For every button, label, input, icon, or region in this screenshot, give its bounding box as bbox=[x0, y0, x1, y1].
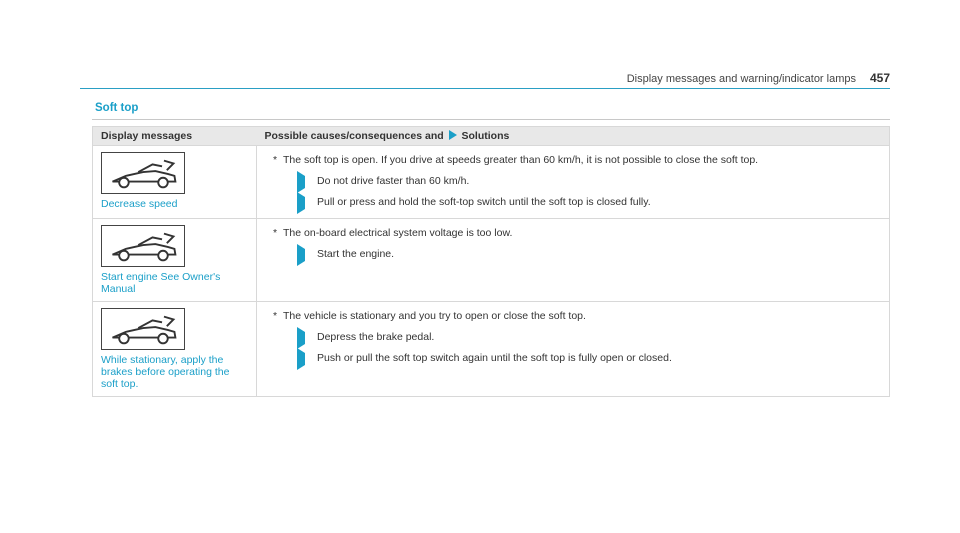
cause-item bbox=[273, 154, 881, 167]
cause-solution-cell bbox=[257, 302, 890, 397]
arrow-right-icon bbox=[297, 332, 307, 342]
table-row bbox=[93, 219, 890, 302]
display-message-text: Start engine See Owner's Manual bbox=[101, 271, 221, 295]
arrow-right-icon bbox=[297, 176, 307, 186]
table-header-row bbox=[93, 127, 890, 146]
cause-text: The on-board electrical system voltage is too low. bbox=[283, 227, 513, 239]
solution-step-text: Pull or press and hold the soft-top switch until the soft top is closed fully. bbox=[317, 196, 651, 208]
column-header-solutions-label: Solutions bbox=[461, 130, 510, 142]
convertible-soft-top-icon bbox=[101, 152, 185, 194]
section-title: Soft top bbox=[95, 102, 139, 114]
solution-step bbox=[297, 196, 881, 209]
solution-step-text: Start the engine. bbox=[317, 248, 395, 260]
cause-item bbox=[273, 310, 881, 323]
column-header-causes-solutions bbox=[257, 127, 890, 146]
header-title: Display messages and warning/indicator lamps bbox=[626, 73, 856, 85]
cause-solution-cell bbox=[257, 146, 890, 219]
solution-step bbox=[297, 331, 881, 344]
cause-text: The soft top is open. If you drive at speeds greater than 60 km/h, it is not possible to close the soft top. bbox=[283, 154, 759, 166]
section-divider bbox=[92, 119, 890, 120]
convertible-soft-top-icon bbox=[101, 225, 185, 267]
column-header-display-messages: Display messages bbox=[93, 127, 257, 146]
cause-text: The vehicle is stationary and you try to open or close the soft top. bbox=[283, 310, 586, 322]
display-message-text: While stationary, apply the brakes before operating the soft top. bbox=[101, 354, 230, 390]
column-header-causes-label: Possible causes/consequences and bbox=[264, 130, 444, 142]
display-message-cell bbox=[93, 219, 257, 302]
cause-item bbox=[273, 227, 881, 240]
display-message-cell bbox=[93, 302, 257, 397]
solution-step-text: Push or pull the soft top switch again until the soft top is fully open or closed. bbox=[317, 352, 672, 364]
cause-solution-cell bbox=[257, 219, 890, 302]
solution-step-text: Depress the brake pedal. bbox=[317, 331, 435, 343]
cause-marker: * bbox=[273, 310, 278, 322]
page-number: 457 bbox=[869, 71, 890, 85]
solution-step bbox=[297, 352, 881, 365]
solution-step-text: Do not drive faster than 60 km/h. bbox=[317, 175, 470, 187]
arrow-right-icon bbox=[297, 197, 307, 207]
table-row bbox=[93, 302, 890, 397]
convertible-soft-top-icon bbox=[101, 308, 185, 350]
cause-marker: * bbox=[273, 227, 278, 239]
display-messages-table bbox=[92, 126, 890, 397]
solution-step bbox=[297, 248, 881, 261]
solution-step bbox=[297, 175, 881, 188]
arrow-right-icon bbox=[449, 130, 457, 140]
arrow-right-icon bbox=[297, 249, 307, 259]
arrow-right-icon bbox=[297, 353, 307, 363]
page-header bbox=[80, 70, 890, 89]
cause-marker: * bbox=[273, 154, 278, 166]
table-row bbox=[93, 146, 890, 219]
display-message-cell bbox=[93, 146, 257, 219]
display-message-text: Decrease speed bbox=[101, 198, 178, 210]
